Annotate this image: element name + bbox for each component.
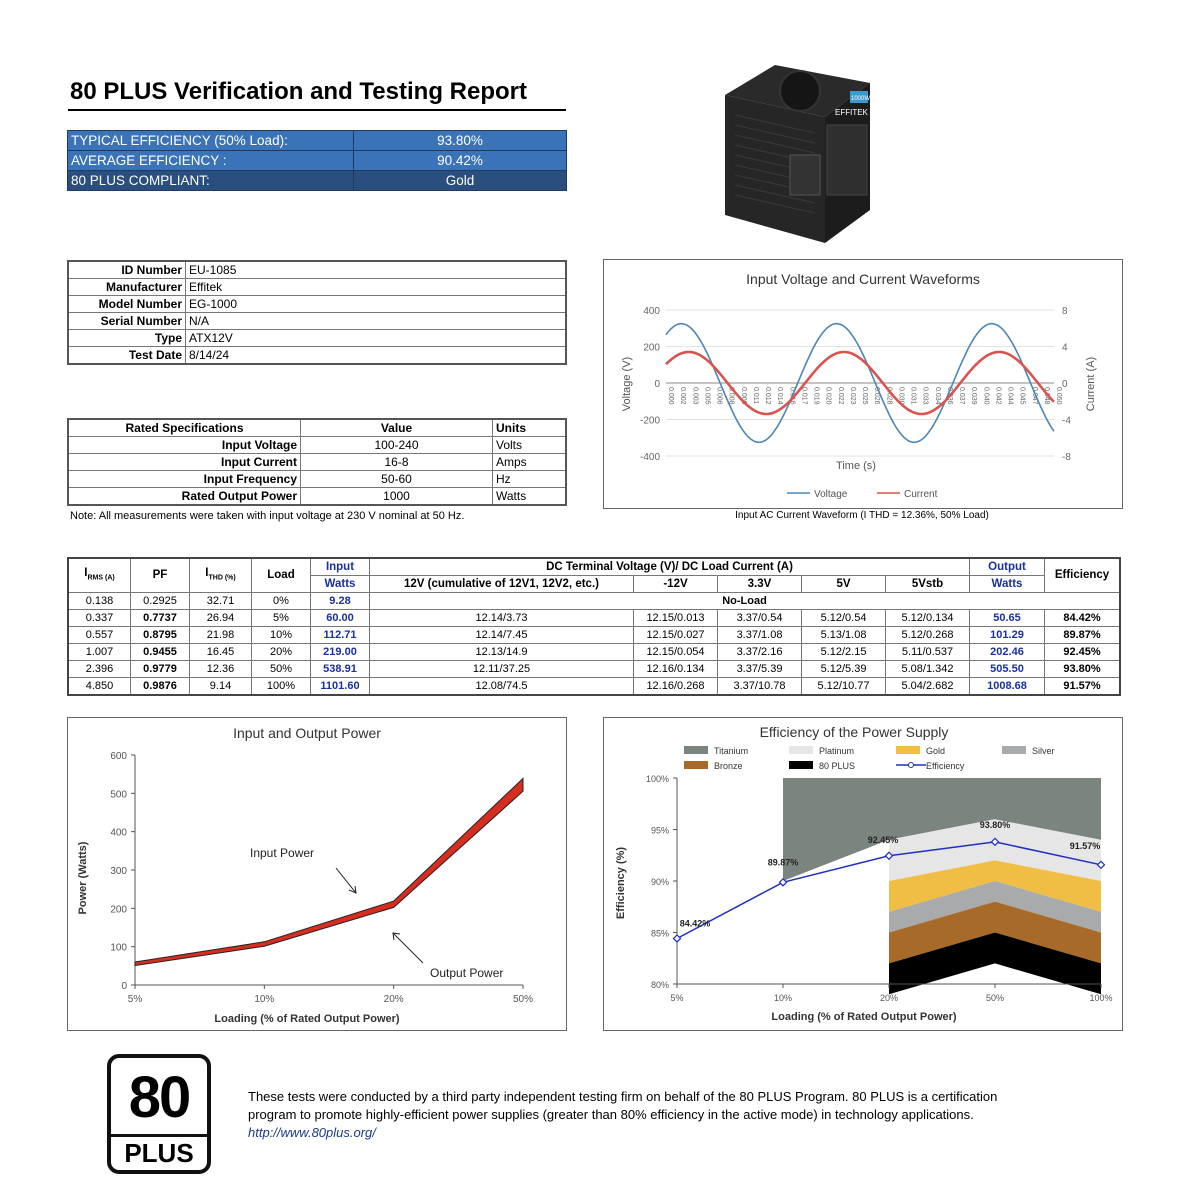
table-row (68, 661, 1120, 678)
cell-5v: 5.12/5.39 (802, 661, 886, 678)
efficiency-y-tick: 90% (650, 877, 669, 887)
info-row (68, 313, 566, 330)
info-row (68, 261, 566, 279)
power-y-tick: 0 (121, 981, 127, 992)
cell-ithd: 9.14 (190, 678, 252, 696)
summary-value: Gold (354, 171, 567, 191)
psu-product-image (715, 55, 875, 245)
test-results-table (67, 557, 1121, 696)
power-x-tick: 10% (254, 994, 275, 1005)
cell-input: 112.71 (311, 627, 370, 644)
cell-load: 0% (252, 593, 311, 610)
table-row (68, 627, 1120, 644)
logo-80-text: 80 (128, 1065, 190, 1130)
waveform-x-tick: 0.002 (679, 387, 687, 405)
waveform-x-tick: 0.042 (994, 387, 1002, 405)
cell-efficiency: 93.80% (1045, 661, 1121, 678)
header-load: Load (252, 558, 311, 593)
waveform-x-tick: 0.050 (1055, 387, 1062, 405)
power-y-tick: 600 (110, 751, 127, 762)
power-x-tick: 50% (512, 994, 534, 1005)
power-y-axis-label: Power (Watts) (77, 841, 89, 915)
cell-ithd: 16.45 (190, 644, 252, 661)
rated-unit: Hz (493, 471, 567, 488)
footer-text-block (248, 1088, 1048, 1142)
rated-header-value: Value (301, 419, 493, 437)
rated-header-units: Units (493, 419, 567, 437)
cell-5vsb: 5.11/0.537 (886, 644, 970, 661)
cell-output: 101.29 (970, 627, 1045, 644)
cell-5vsb: 5.12/0.134 (886, 610, 970, 627)
waveform-caption: Input AC Current Waveform (I THD = 12.36%, 50% Load) (735, 510, 989, 521)
info-key: Type (68, 330, 186, 347)
efficiency-y-tick: 80% (650, 980, 669, 990)
legend-voltage-label: Voltage (814, 489, 848, 500)
measurement-note: Note: All measurements were taken with input voltage at 230 V nominal at 50 Hz. (70, 510, 465, 522)
cell-irms: 2.396 (68, 661, 131, 678)
legend-swatch (684, 761, 708, 769)
efficiency-x-tick: 5% (670, 993, 684, 1003)
waveform-y2-tick: 0 (1062, 379, 1068, 390)
waveform-x-tick: 0.014 (776, 387, 784, 405)
cell-load: 20% (252, 644, 311, 661)
cell-ithd: 32.71 (190, 593, 252, 610)
annotation-output-arrow (393, 933, 423, 963)
header-output: Output (970, 558, 1045, 576)
cell-3v3: 3.37/2.16 (718, 644, 802, 661)
legend-label: Gold (926, 746, 946, 756)
table-row (68, 610, 1120, 627)
rated-unit: Amps (493, 454, 567, 471)
efficiency-y-tick: 100% (645, 774, 669, 784)
rated-unit: Volts (493, 437, 567, 454)
legend-label: Silver (1032, 746, 1055, 756)
table-header-row (68, 558, 1120, 576)
summary-label: 80 PLUS COMPLIANT: (68, 171, 354, 191)
legend-label: Titanium (714, 746, 749, 756)
waveform-y-tick: -200 (639, 415, 660, 427)
waveform-x-tick: 0.044 (1006, 387, 1014, 405)
cell-noload: No-Load (370, 593, 1121, 610)
cell-efficiency: 92.45% (1045, 644, 1121, 661)
rated-value: 16-8 (301, 454, 493, 471)
summary-row (68, 131, 567, 151)
power-x-tick: 20% (383, 994, 404, 1005)
waveform-x-tick: 0.030 (897, 387, 905, 405)
cell-minus12v: 12.15/0.054 (634, 644, 718, 661)
legend-marker-efficiency (909, 763, 914, 768)
header-pf: PF (131, 558, 190, 593)
waveform-x-tick: 0.012 (764, 387, 771, 405)
logo-divider (111, 1134, 207, 1137)
cell-output: 505.50 (970, 661, 1045, 678)
cell-irms: 0.138 (68, 593, 131, 610)
efficiency-x-axis-label: Loading (% of Rated Output Power) (771, 1011, 957, 1023)
header-irms-sub: RMS (A) (87, 574, 115, 582)
legend-swatch (684, 746, 708, 754)
waveform-x-tick: 0.006 (715, 387, 723, 405)
cell-minus12v: 12.15/0.027 (634, 627, 718, 644)
cell-input: 219.00 (311, 644, 370, 661)
info-key: ID Number (68, 261, 186, 279)
cell-efficiency: 91.57% (1045, 678, 1121, 696)
cell-12v: 12.13/14.9 (370, 644, 634, 661)
waveform-x-tick: 0.016 (788, 387, 796, 405)
power-y-tick: 300 (110, 866, 127, 877)
header-input-watts: Watts (311, 576, 370, 593)
header-5v: 5V (802, 576, 886, 593)
waveform-x-tick: 0.003 (691, 387, 699, 405)
waveform-y-ticks (640, 306, 660, 463)
cell-ithd: 26.94 (190, 610, 252, 627)
power-band-fill (135, 778, 523, 965)
info-row (68, 296, 566, 313)
summary-row (68, 171, 567, 191)
efficiency-x-tick: 20% (879, 993, 899, 1003)
header-minus12v: -12V (634, 576, 718, 593)
rated-header-row (68, 419, 566, 437)
legend-label: 80 PLUS (819, 761, 856, 771)
efficiency-data-label: 84.42% (679, 918, 711, 929)
cell-3v3: 3.37/0.54 (718, 610, 802, 627)
waveform-x-tick: 0.019 (812, 387, 820, 405)
cell-pf: 0.9455 (131, 644, 190, 661)
waveform-x-tick: 0.008 (727, 387, 735, 405)
80plus-logo (107, 1054, 211, 1174)
legend-swatch (789, 761, 813, 769)
waveform-x-tick: 0.045 (1018, 387, 1026, 405)
rated-value: 50-60 (301, 471, 493, 488)
waveform-x-tick: 0.022 (836, 387, 844, 405)
cell-input: 1101.60 (311, 678, 370, 696)
cell-5v: 5.12/10.77 (802, 678, 886, 696)
header-ithd (190, 558, 252, 593)
info-key: Manufacturer (68, 279, 186, 296)
waveform-x-tick: 0.036 (945, 387, 953, 405)
product-brand: EFFITEK (835, 108, 868, 117)
cell-5v: 5.12/2.15 (802, 644, 886, 661)
summary-row (68, 151, 567, 171)
cell-input: 538.91 (311, 661, 370, 678)
table-row (68, 644, 1120, 661)
cell-irms: 4.850 (68, 678, 131, 696)
cell-5vsb: 5.04/2.682 (886, 678, 970, 696)
power-y-tick: 500 (110, 789, 127, 801)
cell-5v: 5.13/1.08 (802, 627, 886, 644)
cell-ithd: 21.98 (190, 627, 252, 644)
cell-pf: 0.2925 (131, 593, 190, 610)
waveform-gridlines (666, 310, 1054, 456)
info-key: Serial Number (68, 313, 186, 330)
power-y-tick: 400 (110, 827, 127, 839)
summary-label: AVERAGE EFFICIENCY : (68, 151, 354, 171)
rated-key: Input Voltage (68, 437, 301, 454)
legend-swatch (1002, 746, 1026, 754)
power-chart (68, 718, 566, 1030)
cell-efficiency: 89.87% (1045, 627, 1121, 644)
cell-output: 1008.68 (970, 678, 1045, 696)
header-3v3: 3.3V (718, 576, 802, 593)
efficiency-y-tick: 85% (650, 928, 669, 939)
legend-label: Bronze (714, 761, 743, 771)
rated-value: 1000 (301, 488, 493, 506)
cell-5v: 5.12/0.54 (802, 610, 886, 627)
rated-row (68, 471, 566, 488)
waveform-x-axis-label: Time (s) (836, 460, 876, 472)
waveform-y-tick: 400 (643, 306, 660, 317)
cell-pf: 0.7737 (131, 610, 190, 627)
waveform-y-tick: 200 (643, 342, 660, 354)
header-irms-label: I (84, 566, 88, 579)
cell-pf: 0.8795 (131, 627, 190, 644)
info-key: Model Number (68, 296, 186, 313)
summary-table (67, 130, 567, 191)
cell-input: 60.00 (311, 610, 370, 627)
waveform-x-tick: 0.028 (885, 387, 893, 405)
header-dc: DC Terminal Voltage (V)/ DC Load Current (A) (370, 558, 970, 576)
annotation-input-arrow (336, 868, 356, 893)
rated-key: Rated Output Power (68, 488, 301, 506)
waveform-x-tick: 0.048 (1042, 387, 1050, 405)
summary-value: 90.42% (354, 151, 567, 171)
power-x-tick: 5% (127, 994, 143, 1005)
header-irms (68, 558, 131, 593)
efficiency-y-tick: 95% (650, 825, 669, 836)
waveform-chart-box (603, 259, 1123, 509)
title-underline (68, 109, 566, 111)
header-ithd-sub: THD (%) (208, 574, 236, 582)
info-value: Effitek (186, 279, 567, 296)
table-row (68, 593, 1120, 610)
waveform-y-tick: -400 (639, 452, 660, 463)
cell-output: 202.46 (970, 644, 1045, 661)
info-table (67, 260, 567, 365)
cell-12v: 12.08/74.5 (370, 678, 634, 696)
header-efficiency: Efficiency (1045, 558, 1121, 593)
annotation-input-power: Input Power (250, 846, 315, 860)
rated-row (68, 454, 566, 471)
efficiency-x-tick: 50% (985, 993, 1005, 1003)
waveform-y2-tick: 4 (1062, 342, 1068, 354)
legend-current-label: Current (904, 489, 938, 500)
waveform-x-tick: 0.005 (703, 387, 711, 405)
waveform-chart-title: Input Voltage and Current Waveforms (746, 271, 980, 287)
waveform-x-tick: 0.026 (873, 387, 881, 405)
cell-load: 50% (252, 661, 311, 678)
waveform-y2-axis-label: Current (A) (1085, 356, 1097, 412)
rated-unit: Watts (493, 488, 567, 506)
waveform-x-tick: 0.020 (824, 387, 832, 405)
header-ithd-label: I (205, 566, 209, 579)
waveform-x-tick: 0.034 (933, 387, 941, 405)
cell-load: 10% (252, 627, 311, 644)
rated-specs-table (67, 418, 567, 506)
waveform-y-axis-label: Voltage (V) (621, 356, 633, 412)
waveform-y2-tick: -8 (1062, 452, 1071, 463)
waveform-x-tick: 0.037 (958, 387, 965, 405)
efficiency-x-tick: 10% (773, 993, 793, 1003)
cell-load: 100% (252, 678, 311, 696)
efficiency-x-tick: 100% (1089, 993, 1113, 1003)
waveform-x-tick: 0.040 (982, 387, 990, 405)
efficiency-chart (604, 718, 1122, 1030)
legend-swatch (789, 746, 813, 754)
waveform-y2-tick: -4 (1062, 415, 1071, 427)
rated-row (68, 437, 566, 454)
rated-key: Input Current (68, 454, 301, 471)
info-row (68, 279, 566, 296)
cell-output: 50.65 (970, 610, 1045, 627)
cell-minus12v: 12.16/0.134 (634, 661, 718, 678)
waveform-y2-tick: 8 (1062, 306, 1068, 317)
waveform-x-tick: 0.039 (970, 387, 978, 405)
certification-bands (783, 778, 1101, 994)
legend-swatch (896, 746, 920, 754)
cell-efficiency: 84.42% (1045, 610, 1121, 627)
header-output-watts: Watts (970, 576, 1045, 593)
info-row (68, 347, 566, 365)
rated-header-spec: Rated Specifications (68, 419, 301, 437)
waveform-x-tick: 0.023 (848, 387, 856, 405)
rated-key: Input Frequency (68, 471, 301, 488)
power-chart-box (67, 717, 567, 1031)
summary-label: TYPICAL EFFICIENCY (50% Load): (68, 131, 354, 151)
waveform-x-tick: 0.033 (921, 387, 929, 405)
waveform-chart (604, 260, 1122, 508)
info-key: Test Date (68, 347, 186, 365)
efficiency-y-axis-label: Efficiency (%) (615, 846, 627, 920)
cell-5vsb: 5.08/1.342 (886, 661, 970, 678)
summary-value: 93.80% (354, 131, 567, 151)
cell-3v3: 3.37/10.78 (718, 678, 802, 696)
cell-input: 9.28 (311, 593, 370, 610)
waveform-y-tick: 0 (654, 379, 660, 390)
cell-12v: 12.14/7.45 (370, 627, 634, 644)
info-value: EU-1085 (186, 261, 567, 279)
efficiency-chart-box (603, 717, 1123, 1031)
legend-label: Efficiency (926, 761, 965, 771)
cell-minus12v: 12.16/0.268 (634, 678, 718, 696)
efficiency-data-label: 89.87% (767, 857, 799, 868)
power-x-axis-label: Loading (% of Rated Output Power) (214, 1013, 400, 1025)
footer-link[interactable]: http://www.80plus.org/ (248, 1125, 376, 1140)
waveform-y2-ticks (1062, 306, 1071, 463)
legend-label: Platinum (819, 746, 855, 756)
waveform-x-tick: 0.017 (800, 387, 808, 405)
info-value: EG-1000 (186, 296, 567, 313)
header-input: Input (311, 558, 370, 576)
cell-5vsb: 5.12/0.268 (886, 627, 970, 644)
info-value: N/A (186, 313, 567, 330)
waveform-x-tick: 0.009 (739, 387, 747, 405)
power-y-tick: 100 (110, 942, 127, 954)
cell-irms: 1.007 (68, 644, 131, 661)
rated-row (68, 488, 566, 506)
efficiency-legend (684, 746, 1055, 771)
cell-12v: 12.11/37.25 (370, 661, 634, 678)
footer-text: These tests were conducted by a third party independent testing firm on behalf of the 80 PLUS Program. 80 PLUS is a certification program to promote highly-efficient power supplies (greater than 80% efficiency in the active mode) in technology applications. (248, 1089, 998, 1122)
cell-ithd: 12.36 (190, 661, 252, 678)
cell-minus12v: 12.15/0.013 (634, 610, 718, 627)
waveform-x-tick: 0.011 (751, 387, 759, 404)
info-value: 8/14/24 (186, 347, 567, 365)
efficiency-data-label: 93.80% (979, 819, 1011, 830)
waveform-x-tick: 0.000 (667, 387, 674, 405)
page-title: 80 PLUS Verification and Testing Report (70, 78, 527, 105)
efficiency-chart-title: Efficiency of the Power Supply (759, 724, 949, 740)
cell-3v3: 3.37/1.08 (718, 627, 802, 644)
efficiency-point (674, 935, 681, 942)
product-badge: 1000W (851, 96, 871, 102)
cell-irms: 0.337 (68, 610, 131, 627)
table-row (68, 678, 1120, 696)
header-5vsb: 5Vstb (886, 576, 970, 593)
waveform-x-tick: 0.031 (909, 387, 917, 405)
cell-3v3: 3.37/5.39 (718, 661, 802, 678)
efficiency-data-label: 92.45% (867, 834, 899, 845)
cell-pf: 0.9779 (131, 661, 190, 678)
cell-pf: 0.9876 (131, 678, 190, 696)
info-row (68, 330, 566, 347)
annotation-output-power: Output Power (430, 966, 504, 980)
waveform-x-tick: 0.025 (861, 387, 868, 405)
efficiency-data-label: 91.57% (1069, 840, 1101, 851)
cell-irms: 0.557 (68, 627, 131, 644)
info-value: ATX12V (186, 330, 567, 347)
cell-12v: 12.14/3.73 (370, 610, 634, 627)
logo-plus-text: PLUS (124, 1138, 194, 1168)
header-12v: 12V (cumulative of 12V1, 12V2, etc.) (370, 576, 634, 593)
waveform-x-tick: 0.047 (1030, 387, 1038, 405)
rated-value: 100-240 (301, 437, 493, 454)
power-chart-title: Input and Output Power (233, 725, 381, 741)
power-y-tick: 200 (110, 904, 127, 916)
cell-load: 5% (252, 610, 311, 627)
